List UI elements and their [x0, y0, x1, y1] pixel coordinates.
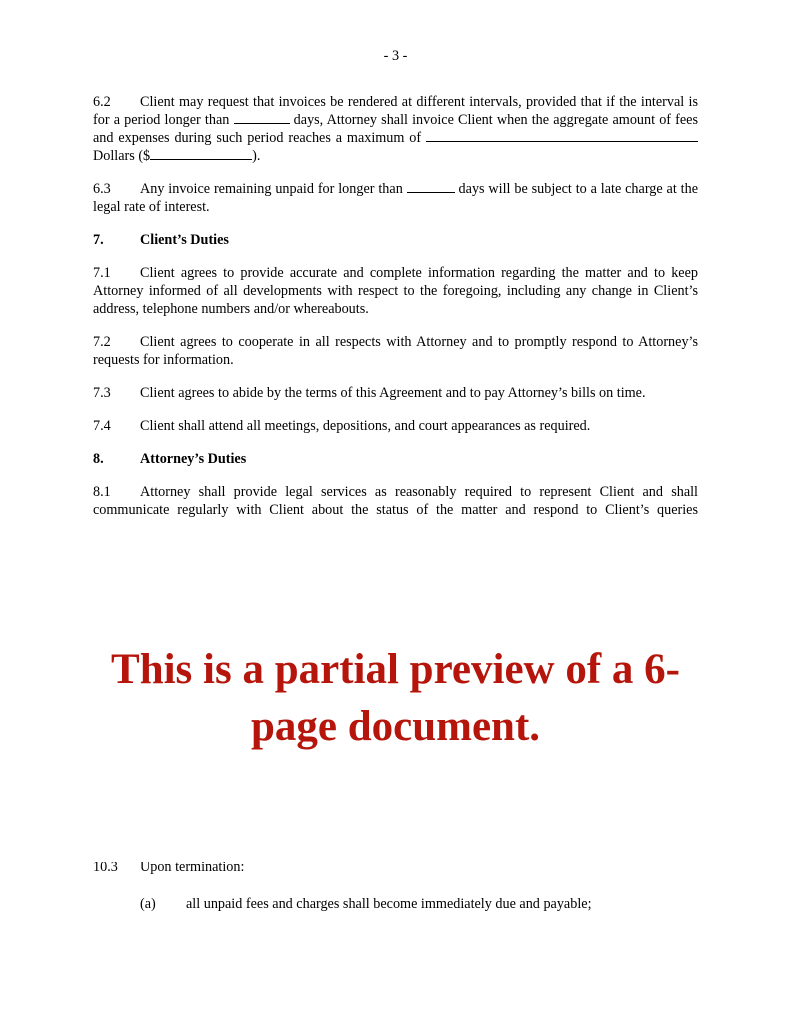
clause-number: 8.1 — [93, 484, 111, 500]
clause-6-2 — [93, 93, 698, 165]
clause-text: Client shall attend all meetings, depositions, and court appearances as required. — [140, 418, 591, 434]
clause-number: 7.3 — [93, 385, 111, 401]
clause-text: Client agrees to abide by the terms of this Agreement and to pay Attorney’s bills on time. — [140, 385, 646, 401]
clause-text: Client agrees to cooperate in all respects with Attorney and to promptly respond to Attorney’s requests for information. — [93, 334, 698, 368]
clause-6-3 — [93, 180, 698, 216]
clause-7-2 — [93, 333, 698, 369]
clause-text: Dollars ($ — [93, 148, 151, 164]
heading-title: Attorney’s Duties — [140, 451, 247, 467]
clause-10-3-a — [140, 895, 700, 913]
page-number: - 3 - — [383, 48, 408, 64]
section-heading-8 — [93, 450, 698, 468]
clause-number: 7.1 — [93, 265, 111, 281]
clause-text: Client may request that invoices be rendered at different intervals, provided that if the interval is for a period longer than — [93, 94, 698, 128]
clause-text: ). — [252, 148, 261, 164]
clause-number: 7.4 — [93, 418, 111, 434]
clause-number: 6.3 — [93, 181, 111, 197]
clause-7-4 — [93, 417, 698, 435]
clause-number: 7.2 — [93, 334, 111, 350]
clause-number: 6.2 — [93, 94, 111, 110]
clause-10-3-cutoff — [93, 862, 393, 876]
blank-days-field — [407, 180, 455, 193]
subitem-text: all unpaid fees and charges shall become immediately due and payable; — [186, 896, 592, 912]
heading-number: 7. — [93, 232, 104, 248]
clause-7-3 — [93, 384, 698, 402]
clause-text: Upon termination: — [140, 862, 245, 875]
document-body — [93, 93, 698, 519]
clause-text: Client agrees to provide accurate and complete information regarding the matter and to keep Attorney informed of all developments with respect to the foregoing, including any change in Client’s address, telephone numbers and/or whereabouts. — [93, 265, 698, 317]
heading-title: Client’s Duties — [140, 232, 229, 248]
subitem-letter: (a) — [140, 896, 156, 912]
heading-number: 8. — [93, 451, 104, 467]
clause-8-1 — [93, 483, 698, 519]
blank-dollars-words-field — [426, 129, 698, 142]
watermark-line-2: page document. — [250, 703, 541, 750]
blank-days-field — [234, 111, 290, 124]
blank-dollars-amount-field — [150, 147, 252, 160]
clause-text: Any invoice remaining unpaid for longer than — [140, 181, 403, 197]
clause-7-1 — [93, 264, 698, 318]
clause-text: Attorney shall provide legal services as reasonably required to represent Client and shall communicate regularly with Client about the status of the matter and respond to Client’s queries — [93, 484, 698, 518]
section-heading-7 — [93, 231, 698, 249]
clause-number: 10.3 — [93, 862, 118, 875]
clause-text: days will be subject to a late charge at the legal rate of interest. — [93, 181, 698, 215]
clause-text: days, Attorney shall invoice Client when the aggregate amount of fees and expenses during such period reaches a maximum of — [93, 112, 699, 146]
partial-preview-watermark — [0, 641, 791, 755]
watermark-line-1: This is a partial preview of a 6- — [111, 646, 680, 693]
